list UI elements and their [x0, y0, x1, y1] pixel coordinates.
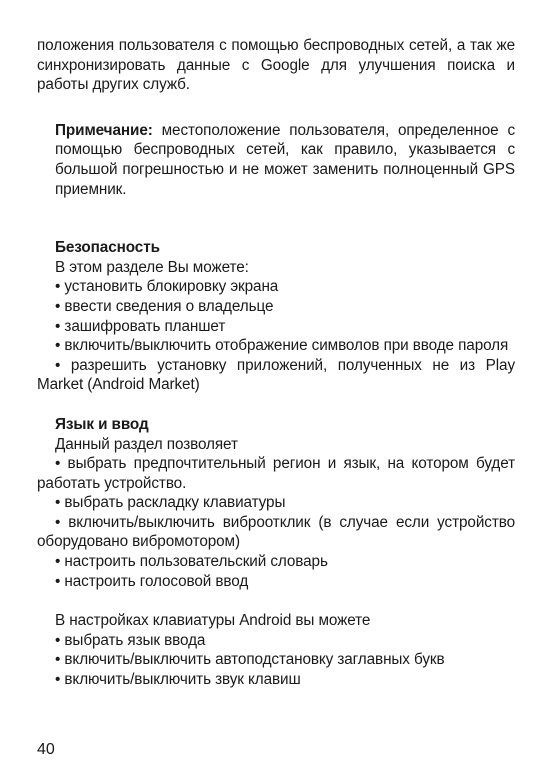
language-item: • настроить пользовательский словарь [55, 553, 328, 571]
keyboard-lead: В настройках клавиатуры Android вы можете [55, 612, 371, 630]
page-number: 40 [37, 741, 55, 758]
language-item: • выбрать предпочтительный регион и язык, на котором будет работать устройство. [37, 455, 515, 492]
keyboard-item: • включить/выключить автоподстановку заглавных букв [55, 651, 445, 669]
spacer [37, 395, 515, 415]
security-item: • зашифровать планшет [55, 317, 226, 335]
language-heading: Язык и ввод [55, 415, 149, 433]
language-item: • настроить голосовой ввод [55, 572, 249, 590]
security-item: • включить/выключить отображение символов при вводе пароля [55, 337, 509, 355]
language-lead: Данный раздел позволяет [55, 435, 238, 453]
security-item: • ввести сведения о владельце [55, 297, 274, 315]
security-item: • установить блокировку экрана [55, 278, 279, 296]
intro-paragraph: положения пользователя с помощью беспроводных сетей, а так же синхронизировать данные с Google для улучшения поиска и работы других служб. [37, 37, 515, 94]
note-text: местоположение пользователя, определенное с помощью беспроводных сетей, как правило, указывается с большой погрешностью и не может заменить полноценный GPS приемник. [55, 121, 515, 198]
language-item: • выбрать раскладку клавиатуры [55, 494, 286, 512]
security-lead: В этом разделе Вы можете: [55, 258, 249, 276]
spacer [37, 95, 515, 121]
page-body [37, 36, 515, 690]
note-paragraph [37, 121, 515, 199]
keyboard-item: • включить/выключить звук клавиш [55, 671, 301, 689]
security-item: • разрешить установку приложений, полученных не из Play Market (Android Market) [37, 356, 515, 394]
security-heading: Безопасность [55, 239, 160, 257]
keyboard-item: • выбрать язык ввода [55, 631, 206, 649]
spacer [37, 199, 515, 238]
language-item: • включить/выключить виброотклик (в случае если устройство оборудовано вибромотором) [37, 513, 515, 551]
note-label: Примечание: [55, 121, 153, 139]
spacer [37, 591, 515, 611]
